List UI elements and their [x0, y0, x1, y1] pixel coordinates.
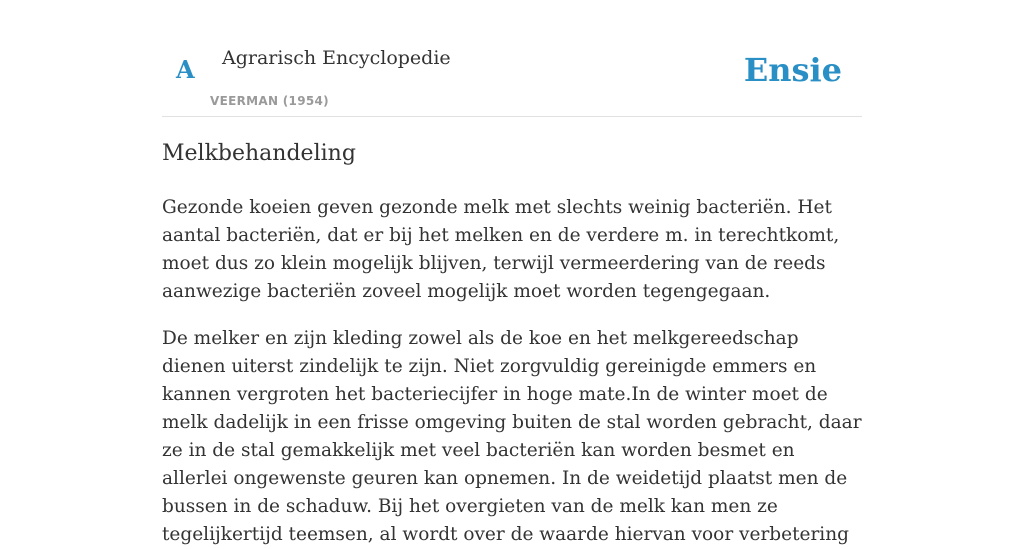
article-paragraph-2: De melker en zijn kleding zowel als de koe en het melkgereedschap dienen uiterst zindelijk te zijn. Niet zorgvuldig gereinigde emmers en kannen vergroten het bacteriecijfer in hoge mate.In de winter moet de melk dadelijk in een frisse omgeving buiten de stal worden gebracht, daar ze in de stal gemakkelijk met veel bacteriën kan worden besmet en allerlei ongewenste geuren kan opnemen. In de weidetijd plaatst men de bussen in de schaduw. Bij het overgieten van de melk kan men ze tegelijkertijd teemsen, al wordt over de waarde hiervan voor verbetering — [162, 328, 862, 545]
letter-index-link[interactable]: A — [176, 55, 195, 84]
header — [162, 0, 862, 117]
article — [162, 136, 862, 549]
article-title: Melkbehandeling — [162, 141, 356, 166]
book-title-link[interactable]: Agrarisch Encyclopedie — [222, 47, 451, 69]
book-author: VEERMAN (1954) — [210, 94, 329, 108]
article-paragraph-1: Gezonde koeien geven gezonde melk met slechts weinig bacteriën. Het aantal bacteriën, dat er bij het melken en de verdere m. in terechtkomt, moet dus zo klein mogelijk blijven, terwijl vermeerdering van de reeds aanwezige bacteriën zoveel mogelijk moet worden tegengegaan. — [162, 197, 840, 302]
ensie-logo-link[interactable]: Ensie — [743, 51, 842, 89]
